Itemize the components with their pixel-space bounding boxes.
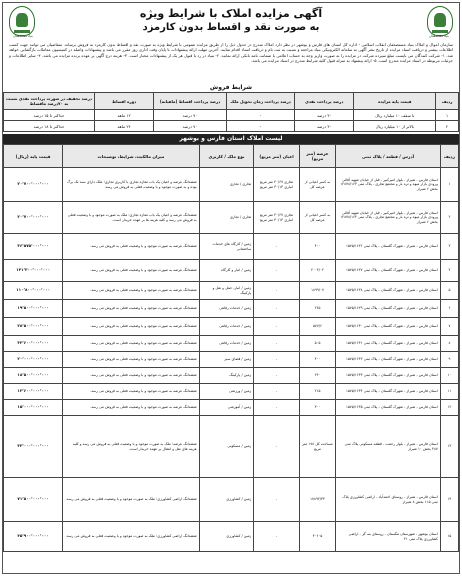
property-address-cell: استان فارس - شیراز - بلوار رحمت - قطعه مسکونی پلاک ثبتی ۴۸۷ بخش ۱۰ شیراز [336, 416, 441, 478]
property-row-number-cell: ۷ [440, 318, 458, 336]
property-row-number-cell: ۱۰ [440, 368, 458, 384]
property-land-area-cell: ۶۴۰ [299, 368, 335, 384]
terms-cell: ۲۴ ماهه [95, 121, 154, 132]
terms-col-header: درصد تخفیف در صورت پرداخت نقدی نسبت به ۷۰درصد ماقساط [4, 93, 95, 110]
property-ownership-notes-cell: ششدانگ عرصه و اعیان یک باب مغازه تجاری؛ ملک به صورت موجود و با وضعیت فعلی به فروش می رسد و کلیه هزینه ها بر عهده خریدار است. [63, 202, 200, 234]
property-ownership-notes-cell: ششدانگ عرصه به صورت موجود و با وضعیت فعلی به فروش می رسد. [63, 400, 200, 416]
property-address-cell: استان فارس - شیراز - شهرک گلستان - پلاک ثبتی ۱۵۷۵/۱۶۳۲ [336, 352, 441, 368]
property-building-area-cell: - [254, 234, 300, 260]
property-land-area-cell: به کسر اعیانی از عرصه کل [299, 168, 335, 202]
property-building-area-cell: - [254, 260, 300, 282]
property-ownership-notes-cell: ششدانگ عرصه به صورت موجود و با وضعیت فعلی به فروش می رسد. [63, 260, 200, 282]
property-property-type-cell: زمین / کشاورزی [199, 522, 254, 552]
property-address-cell: استان فارس - شیراز - شهرک گلستان - پلاک ثبتی ۱۵۷۵/۱۶۳۰ [336, 318, 441, 336]
property-building-area-cell: تجاری ۴۰/۶۷ متر مربع انباری ۳۰/۱۳ متر مربع [254, 202, 300, 234]
property-building-area-cell: - [254, 300, 300, 318]
property-ownership-notes-cell: ششدانگ اراضی کشاورزی؛ ملک به صورت موجود و با وضعیت فعلی به فروش می رسد. [63, 478, 200, 522]
terms-cell: ۱ [436, 110, 459, 121]
property-address-cell: استان فارس - شیراز - شهرک گلستان - پلاک ثبتی ۱۵۷۵/۱۶۳۴ [336, 384, 441, 400]
property-base-price-cell: ۱۸٬۵۰۰٬۰۰۰٬۰۰۰ [4, 368, 63, 384]
terms-cell: ۱۲ ماهه [95, 110, 154, 121]
property-base-price-cell: ۳۶٬۵۷۵٬۰۰۰٬۰۰۰ [4, 234, 63, 260]
property-col-header: ردیف [440, 145, 458, 168]
property-row [4, 478, 459, 522]
property-ownership-notes-cell: ششدانگ عرصه به صورت موجود و با وضعیت فعلی به فروش می رسد. [63, 336, 200, 352]
property-base-price-cell: ۱۱۰٬۸۰۰٬۰۰۰٬۰۰۰ [4, 282, 63, 300]
property-col-header: میزان مالکیت، شرایط، توضیحات [63, 145, 200, 168]
property-address-cell: استان فارس - شیراز - بلوار امیرکبیر - قبل از خیابان شهید آقائی ورودی بازار میوه و تره بار و مجتمع تجاری - پلاک ثبتی ۱۲۸۷۸/۱۶۴ بخش ۶ شیراز [336, 202, 441, 234]
property-building-area-cell: - [254, 318, 300, 336]
property-row [4, 522, 459, 552]
property-property-type-cell: زمین / ورزشی [199, 384, 254, 400]
property-row [4, 300, 459, 318]
property-ownership-notes-cell: ششدانگ عرصه؛ ملک به صورت موجود و با وضعیت فعلی به فروش می رسد و کلیه هزینه های نقل و انتقال بر عهده خریدار است. [63, 416, 200, 478]
terms-cell: حداکثر تا ۱۵ درصد [4, 110, 95, 121]
property-ownership-notes-cell: ششدانگ اراضی کشاورزی؛ ملک به صورت موجود و با وضعیت فعلی به فروش می رسد. [63, 522, 200, 552]
property-land-area-cell: ۵۷۷/۶ [299, 318, 335, 336]
property-address-cell: استان فارس - شیراز - شهرک گلستان - پلاک ثبتی ۱۵۷۵/۱۶۲۶ [336, 234, 441, 260]
terms-row [4, 121, 459, 132]
property-address-cell: استان فارس - شیراز - روستای احمدآباد - اراضی کشاورزی پلاک ثبتی ۱۱۵ بخش ۸ شیراز [336, 478, 441, 522]
right-emblem-caption: بنیاد مستضعفان [429, 34, 449, 38]
property-ownership-notes-cell: ششدانگ عرصه به صورت موجود و با وضعیت فعلی به فروش می رسد. [63, 384, 200, 400]
property-building-area-cell: - [254, 384, 300, 400]
property-land-area-cell: مساحت کل ۱۷۸ متر مربع [299, 416, 335, 478]
property-address-cell: استان بوشهر - شهرستان تنگستان - روستای بنه گز - اراضی کشاورزی پلاک ثبتی ۴۱ [336, 522, 441, 552]
property-ownership-notes-cell: ششدانگ عرصه به صورت موجود و با وضعیت فعلی به فروش می رسد. [63, 234, 200, 260]
property-row-number-cell: ۸ [440, 336, 458, 352]
terms-col-header: درصد پرداخت نقدی [295, 93, 354, 110]
terms-cell: بالاتر از ۱۰ میلیارد ریال [354, 121, 436, 132]
property-row-number-cell: ۱۱ [440, 384, 458, 400]
property-row [4, 384, 459, 400]
property-building-area-cell: - [254, 282, 300, 300]
notice-header [3, 3, 459, 41]
property-building-area-cell: - [254, 336, 300, 352]
property-row [4, 368, 459, 384]
property-base-price-cell: ۱۲٬۶۰۰٬۰۰۰٬۰۰۰ [4, 384, 63, 400]
property-base-price-cell: ۱۵٬۰۰۰٬۰۰۰٬۰۰۰ [4, 400, 63, 416]
property-list-title: لیست املاک استان فارس و بوشهر [3, 134, 459, 144]
property-row [4, 282, 459, 300]
property-row-number-cell: ۴ [440, 260, 458, 282]
property-base-price-cell: ۳۲٬۰۰۰٬۰۰۰٬۰۰۰ [4, 416, 63, 478]
property-row [4, 168, 459, 202]
property-row-number-cell: ۱ [440, 168, 458, 202]
property-address-cell: استان فارس - شیراز - شهرک گلستان - پلاک ثبتی ۱۵۷۵/۱۶۲۸ [336, 282, 441, 300]
property-col-header: آدرس / قطعه / پلاک ثبتی [336, 145, 441, 168]
property-building-area-cell: - [254, 400, 300, 416]
property-row-number-cell: ۵ [440, 282, 458, 300]
property-row [4, 202, 459, 234]
property-property-type-cell: زمین / انبار، حمل و نقل و پارکینگ [199, 282, 254, 300]
property-row [4, 318, 459, 336]
property-building-area-cell: - [254, 352, 300, 368]
property-row-number-cell: ۱۳ [440, 416, 458, 478]
property-land-area-cell: به کسر اعیانی از عرصه کل [299, 202, 335, 234]
property-address-cell: استان فارس - شیراز - شهرک گلستان - پلاک ثبتی ۱۵۷۵/۱۶۳۳ [336, 368, 441, 384]
property-list-table [3, 144, 459, 552]
property-property-type-cell: تجاری / تجاری [199, 168, 254, 202]
property-row [4, 400, 459, 416]
foundation-emblem-icon [427, 6, 453, 36]
property-ownership-notes-cell: ششدانگ عرصه به صورت موجود و با وضعیت فعلی به فروش می رسد. [63, 318, 200, 336]
auction-notice-page [2, 2, 460, 574]
terms-row [4, 110, 459, 121]
property-base-price-cell: ۱۴۱٬۳۰۰٬۰۰۰٬۰۰۰ [4, 260, 63, 282]
terms-header-row [4, 93, 459, 110]
property-land-area-cell: ۵۰۵ [299, 336, 335, 352]
property-address-cell: استان فارس - شیراز - شهرک گلستان - پلاک ثبتی ۱۵۷۵/۱۶۲۷ [336, 260, 441, 282]
property-property-type-cell: زمین / مسکونی [199, 416, 254, 478]
property-base-price-cell: ۴۵٬۹۰۰٬۰۰۰٬۰۰۰ [4, 522, 63, 552]
property-building-area-cell: - [254, 478, 300, 522]
property-property-type-cell: زمین / فضای سبز [199, 352, 254, 368]
sale-terms-table [3, 92, 459, 132]
property-row [4, 416, 459, 478]
property-land-area-cell: ۳۰۶۰۵ [299, 522, 335, 552]
terms-cell: تا سقف ۱۰ میلیارد ریال [354, 110, 436, 121]
property-row-number-cell: ۳ [440, 234, 458, 260]
terms-cell: ۷۰ درصد [154, 110, 227, 121]
property-address-cell: استان فارس - شیراز - شهرک گلستان - پلاک ثبتی ۱۵۷۵/۱۶۳۵ [336, 400, 441, 416]
property-col-header: نوع ملک / کاربری [199, 145, 254, 168]
property-property-type-cell: تجاری / تجاری [199, 202, 254, 234]
left-emblem-caption: بنیاد مستضعفان [13, 34, 33, 38]
property-ownership-notes-cell: ششدانگ عرصه به صورت موجود و با وضعیت فعلی به فروش می رسد. [63, 352, 200, 368]
property-row [4, 352, 459, 368]
property-ownership-notes-cell: ششدانگ عرصه به صورت موجود و با وضعیت فعلی به فروش می رسد. [63, 300, 200, 318]
terms-cell: ۲ [436, 121, 459, 132]
terms-section-title: شرایط فروش [209, 84, 253, 91]
property-row [4, 260, 459, 282]
property-row-number-cell: ۲ [440, 202, 458, 234]
terms-cell: ۳۰ درصد [295, 110, 354, 121]
property-address-cell: استان فارس - شیراز - شهرک گلستان - پلاک ثبتی ۱۵۷۵/۱۶۳۱ [336, 336, 441, 352]
property-row-number-cell: ۱۲ [440, 400, 458, 416]
property-base-price-cell: ۲۰٬۷۰۰٬۰۰۰٬۰۰۰ [4, 168, 63, 202]
property-row-number-cell: ۶ [440, 300, 458, 318]
terms-cell: حداکثر تا ۱۸ درصد [4, 121, 95, 132]
terms-col-header: دوره اقساط [95, 93, 154, 110]
property-ownership-notes-cell: ششدانگ عرصه به صورت موجود و با وضعیت فعلی به فروش می رسد. [63, 368, 200, 384]
terms-cell: - [226, 110, 294, 121]
property-row [4, 336, 459, 352]
property-col-header: اعیان (متر مربع) [254, 145, 300, 168]
notice-title: آگهی مزایده املاک با شرایط ویژه [139, 7, 323, 20]
property-col-header: عرصه (متر مربع) [299, 145, 335, 168]
property-land-area-cell: ۲۰۰۴/۰۲ [299, 260, 335, 282]
property-property-type-cell: زمین / خدمات رفاهی [199, 336, 254, 352]
property-row [4, 234, 459, 260]
property-land-area-cell: ۱۷۸۹۲/۳۳ [299, 478, 335, 522]
property-property-type-cell: زمین / انبار و کارگاه [199, 260, 254, 282]
terms-col-header: درصد پرداخت اقساط (ماهیانه) [154, 93, 227, 110]
property-land-area-cell: ۳۰۰ [299, 400, 335, 416]
property-property-type-cell: زمین / کشاورزی [199, 478, 254, 522]
property-building-area-cell: - [254, 416, 300, 478]
property-building-area-cell: - [254, 368, 300, 384]
property-base-price-cell: ۱۹٬۵۰۰٬۰۰۰٬۰۰۰ [4, 300, 63, 318]
terms-col-header: ردیف [436, 93, 459, 110]
property-land-area-cell: ۱۸۹۹/۰۷ [299, 282, 335, 300]
property-base-price-cell: ۲۰٬۷۰۰٬۰۰۰٬۰۰۰ [4, 202, 63, 234]
terms-col-header: قیمت پایه مزایده [354, 93, 436, 110]
property-address-cell: استان فارس - شیراز - شهرک گلستان - پلاک ثبتی ۱۵۷۵/۱۶۲۹ [336, 300, 441, 318]
property-col-header: قیمت پایه (ریال) [4, 145, 63, 168]
property-row-number-cell: ۱۵ [440, 522, 458, 552]
property-base-price-cell: ۷۱٬۵۰۰٬۰۰۰٬۰۰۰ [4, 478, 63, 522]
property-address-cell: استان فارس - شیراز - بلوار امیرکبیر - قبل از خیابان شهید آقائی ورودی بازار میوه و تره بار و مجتمع تجاری - پلاک ثبتی ۱۲۸۷۸/۱۶۳ بخش ۶ شیراز [336, 168, 441, 202]
property-land-area-cell: ۴۰۰ [299, 352, 335, 368]
intro-paragraph: سازمان اموال و املاک بنیاد مستضعفان انقلاب اسلامی - اداره کل استان های فارس و بوشهر در نظر دارد املاک مندرج در جدول ذیل را از طریق مزایده عمومی با شرایط ویژه به صورت نقد و اقساط بدون کارمزد به فروش برساند. متقاضیان می توانند جهت کسب اطلاعات بیشتر و دریافت اسناد مزایده از تاریخ نشر آگهی به سامانه الکترونیکی بنیاد مراجعه و نسبت به ثبت نام و دریافت اسناد اقدام نمایند. آخرین مهلت ارائه پیشنهادات تا پایان وقت اداری روز مقرر می باشد و پیشنهادات واصله در کمیسیون معاملات بازگشایی خواهد شد. ۱- شرکت کنندگان می بایست مبلغ سپرده شرکت در مزایده را به صورت واریز وجه به حساب اعلامی یا ضمانت نامه بانکی ارائه نمایند. ۲- بنیاد در رد یا قبول هر یک از پیشنهادات مختار است. ۳- هزینه درج آگهی بر عهده برنده مزایده می باشد. ۴- سایر اطلاعات و جزئیات مربوطه در اسناد مزایده مندرج است. ۵- ارائه پیشنهاد به منزله قبول کلیه شرایط مندرج در اسناد مزایده می باشد. [9, 42, 453, 64]
terms-cell: ۷۰ درصد [154, 121, 227, 132]
property-property-type-cell: زمین / آموزشی [199, 400, 254, 416]
property-land-area-cell: ۴۰۰ [299, 234, 335, 260]
property-header-row [4, 145, 459, 168]
property-property-type-cell: زمین / کارگاه های خدمات ساختمانی [199, 234, 254, 260]
property-row-number-cell: ۱۴ [440, 478, 458, 522]
property-property-type-cell: زمین / خدمات رفاهی [199, 318, 254, 336]
property-land-area-cell: ۲۶۵ [299, 300, 335, 318]
property-base-price-cell: ۲۰٬۰۰۰٬۰۰۰٬۰۰۰ [4, 352, 63, 368]
property-building-area-cell: تجاری ۴۰/۶۷ متر مربع انباری ۳۰/۱۳ متر مربع [254, 168, 300, 202]
property-property-type-cell: زمین / پارکینگ [199, 368, 254, 384]
terms-cell: - [226, 121, 294, 132]
property-base-price-cell: ۲۸٬۵۰۰٬۰۰۰٬۰۰۰ [4, 318, 63, 336]
property-ownership-notes-cell: ششدانگ عرصه به صورت موجود و با وضعیت فعلی به فروش می رسد. [63, 282, 200, 300]
terms-cell: ۳۰ درصد [295, 121, 354, 132]
property-row-number-cell: ۹ [440, 352, 458, 368]
property-ownership-notes-cell: ششدانگ عرصه و اعیان یک باب مغازه تجاری با کاربری تجاری؛ ملک دارای سند تک برگ بوده و به صورت موجود و با وضعیت فعلی به فروش می رسد. [63, 168, 200, 202]
property-property-type-cell: زمین / خدمات رفاهی [199, 300, 254, 318]
property-land-area-cell: ۲۱۵ [299, 384, 335, 400]
terms-col-header: درصد پرداخت زمان تحویل ملک [226, 93, 294, 110]
property-building-area-cell: - [254, 522, 300, 552]
foundation-emblem-icon [9, 6, 35, 36]
property-base-price-cell: ۳۲٬۶۰۰٬۰۰۰٬۰۰۰ [4, 336, 63, 352]
notice-subtitle: به صورت نقد و اقساط بدون کارمزد [142, 22, 320, 33]
